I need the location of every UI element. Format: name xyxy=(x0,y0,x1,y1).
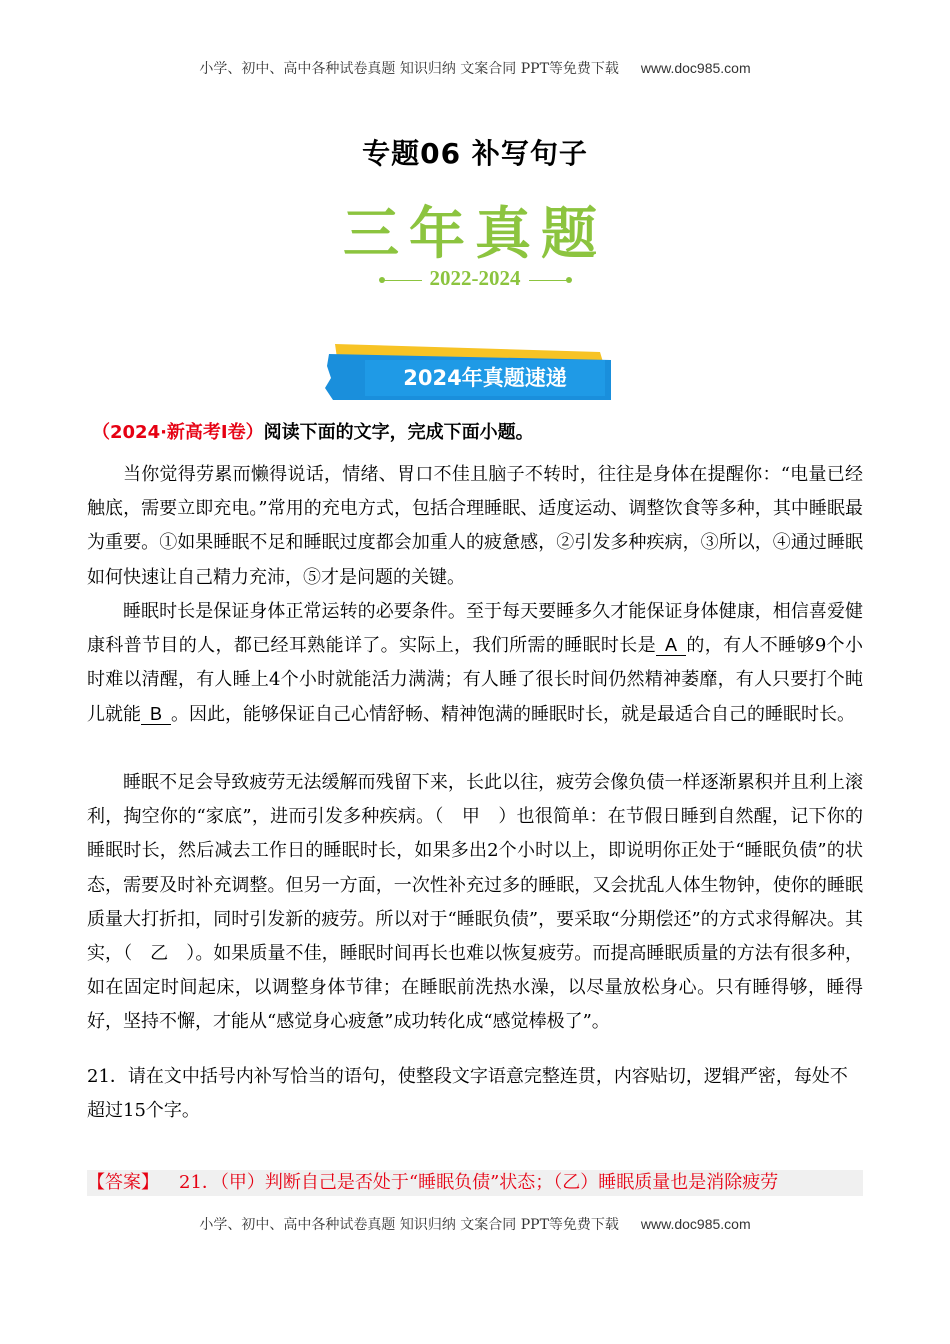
divider-left xyxy=(382,280,422,281)
answer-box xyxy=(87,1170,863,1196)
blank-b: B xyxy=(141,704,171,725)
divider-right xyxy=(529,280,569,281)
page-header xyxy=(0,58,950,78)
question-21: 21．请在文中括号内补写恰当的语句，使整段文字语意完整连贯，内容贴切，逻辑严密，每处不超过15个字。 xyxy=(87,1066,848,1121)
question-heading xyxy=(92,418,534,444)
paragraph-2-text-1: 睡眠时长是保证身体正常运转的必要条件。至于每天要睡多久才能保证身体健康，相信喜爱健康科普节目的人，都已经耳熟能详了。实际上，我们所需的睡眠时长是 xyxy=(87,601,863,657)
paragraph-2-text-2: 的，有人不睡够9个小时难以清醒，有人睡上4个小时就能活力满满；有人睡了很长时间仍然精神萎靡，有人只要打个盹儿就能 xyxy=(87,635,863,725)
footer-text: 小学、初中、高中各种试卷真题 知识归纳 文案合同 PPT等免费下载 xyxy=(199,1217,619,1233)
header-text: 小学、初中、高中各种试卷真题 知识归纳 文案合同 PPT等免费下载 xyxy=(199,61,619,77)
blank-a: A xyxy=(656,635,686,656)
passage-paragraph-1: 当你觉得劳累而懒得说话，情绪、胃口不佳且脑子不转时，往往是身体在提醒你：“电量已经触底，需要立即充电。”常用的充电方式，包括合理睡眠、适度运动、调整饮食等多种，其中睡眠最为重要。①如果睡眠不足和睡眠过度都会加重人的疲惫感，②引发多种疾病，③所以，④通过睡眠如何快速让自己精力充沛，⑤才是问题的关键。 xyxy=(87,464,863,588)
passage-paragraph-3: 睡眠不足会导致疲劳无法缓解而残留下来，长此以往，疲劳会像负债一样逐渐累积并且利上滚利，掏空你的“家底”，进而引发多种疾病。（ 甲 ）也很简单：在节假日睡到自然醒，记下你的睡眠时长，然后减去工作日的睡眠时长，如果多出2个小时以上，即说明你正处于“睡眠负债”的状态，需要及时补充调整。但另一方面，一次性补充过多的睡眠，又会扰乱人体生物钟，使你的睡眠质量大打折扣，同时引发新的疲劳。所以对于“睡眠负债”，要采取“分期偿还”的方式求得解决。其实，（ 乙 ）。如果质量不佳，睡眠时间再长也难以恢复疲劳。而提高睡眠质量的方法有很多种，如在固定时间起床，以调整身体节律；在睡眠前洗热水澡，以尽量放松身心。只有睡得够，睡得好，坚持不懈，才能从“感觉身心疲惫”成功转化成“感觉棒极了”。 xyxy=(87,772,863,1033)
footer-url[interactable]: www.doc985.com xyxy=(640,1216,751,1232)
page-footer xyxy=(0,1214,950,1234)
question-source-tag: （2024·新高考Ⅰ卷） xyxy=(92,422,264,443)
passage-paragraph-2 xyxy=(87,595,863,732)
year-range xyxy=(0,266,950,291)
header-url[interactable]: www.doc985.com xyxy=(640,60,751,76)
page-title: 专题06 补写句子 xyxy=(362,137,588,170)
question-instruction: 阅读下面的文字，完成下面小题。 xyxy=(263,422,534,443)
page-subtitle: 三年真题 xyxy=(343,202,607,267)
year-range-text: 2022-2024 xyxy=(429,266,521,290)
answer-text: 21．（甲）判断自己是否处于“睡眠负债”状态；（乙）睡眠质量也是消除疲劳 xyxy=(179,1172,779,1193)
answer-label: 【答案】 xyxy=(87,1172,159,1193)
paragraph-2-text-3: 。因此，能够保证自己心情舒畅、精神饱满的睡眠时长，就是最适合自己的睡眠时长。 xyxy=(171,703,855,725)
banner-label: 2024年真题速递 xyxy=(403,366,567,390)
